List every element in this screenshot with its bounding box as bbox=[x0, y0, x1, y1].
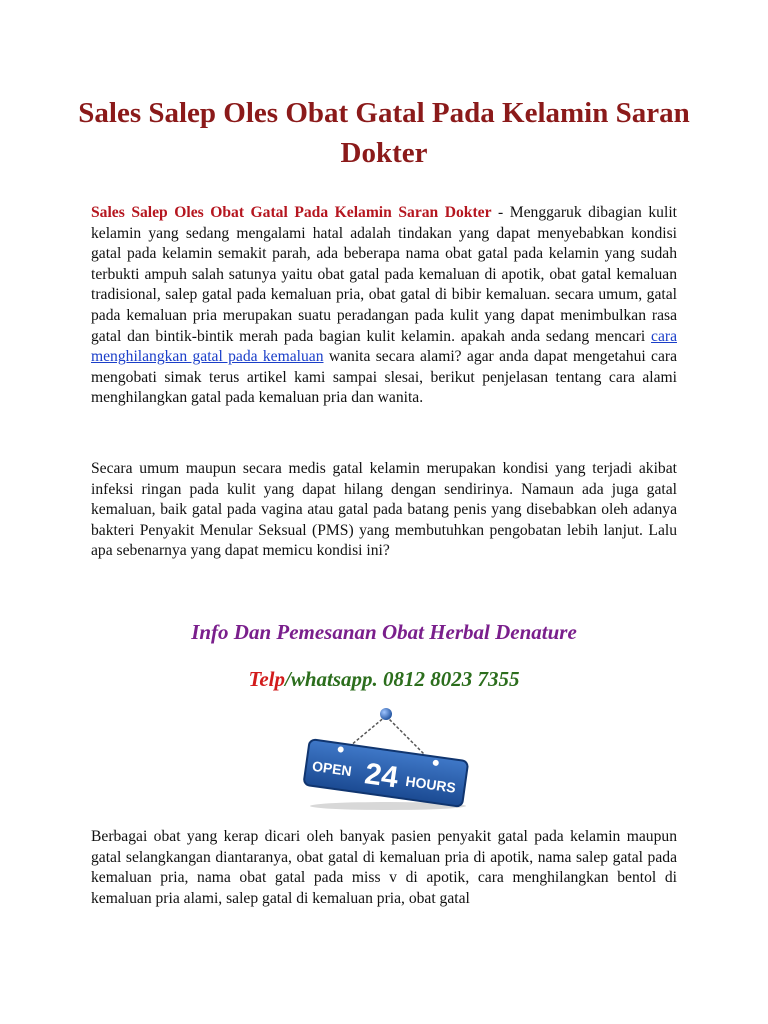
sign-number-text: 24 bbox=[362, 757, 401, 795]
intro-paragraph bbox=[91, 203, 677, 409]
lead-keyword: Sales Salep Oles Obat Gatal Pada Kelamin Saran Dokter bbox=[91, 204, 492, 221]
phone-label: Telp bbox=[248, 667, 286, 691]
body-paragraph: Secara umum maupun secara medis gatal kelamin merupakan kondisi yang terjadi akibat infeksi ringan pada kulit yang dapat hilang dengan sendirinya. Namaun ada juga gatal kemaluan, baik gatal pada vagina atau gatal pada batang penis yang disebabkan oleh adanya bakteri Penyakit Menular Seksual (PMS) yang membutuhkan pengobatan lebih lanjut. Lalu apa sebenarnya yang dapat memicu kondisi ini? bbox=[91, 460, 677, 560]
info-heading: Info Dan Pemesanan Obat Herbal Denature bbox=[191, 620, 577, 644]
phone-line bbox=[0, 667, 768, 692]
phone-number: /whatsapp. 0812 8023 7355 bbox=[285, 667, 520, 691]
sign-open-text: OPEN bbox=[311, 757, 353, 780]
open-24-hours-sign bbox=[296, 700, 476, 812]
intro-text-b: wanita secara alami? agar anda dapat mengetahui cara mengobati simak terus artikel kami sampai slesai, berikut penjelasan tentang cara alami menghilangkan gatal pada kemaluan pria dan wanita. bbox=[91, 348, 677, 407]
article-link[interactable]: cara menghilangkan gatal pada kemaluan bbox=[91, 327, 677, 366]
page-title: Sales Salep Oles Obat Gatal Pada Kelamin Saran Dokter bbox=[78, 97, 690, 169]
intro-text-a: - Menggaruk dibagian kulit kelamin yang sedang mengalami hatal adalah tindakan yang dapat menyebabkan kondisi gatal pada kelamin semakit parah, ada beberapa nama obat gatal pada kelamin yang sudah terbukti ampuh salah satunya yaitu obat gatal pada kemaluan di apotik, obat gatal kemaluan tradisional, salep gatal pada kemaluan pria, obat gatal di bibir kemaluan. secara umum, gatal pada kemaluan pria merupakan suatu peradangan pada kulit yang dapat menimbulkan rasa gatal dan bintik-bintik merah pada bagian kulit kelamin. apakah anda sedang mencari bbox=[91, 204, 677, 345]
pin-icon bbox=[380, 708, 392, 720]
sign-hours-text: HOURS bbox=[404, 772, 457, 796]
closing-paragraph: Berbagai obat yang kerap dicari oleh banyak pasien penyakit gatal pada kelamin maupun gatal selangkangan diantaranya, obat gatal di kemaluan pria di apotik, nama salep gatal pada kemaluan pria, nama obat gatal pada miss v di apotik, cara menghilangkan bentol di kemaluan pria alami, salep gatal di kemaluan pria, obat gatal bbox=[91, 828, 677, 907]
